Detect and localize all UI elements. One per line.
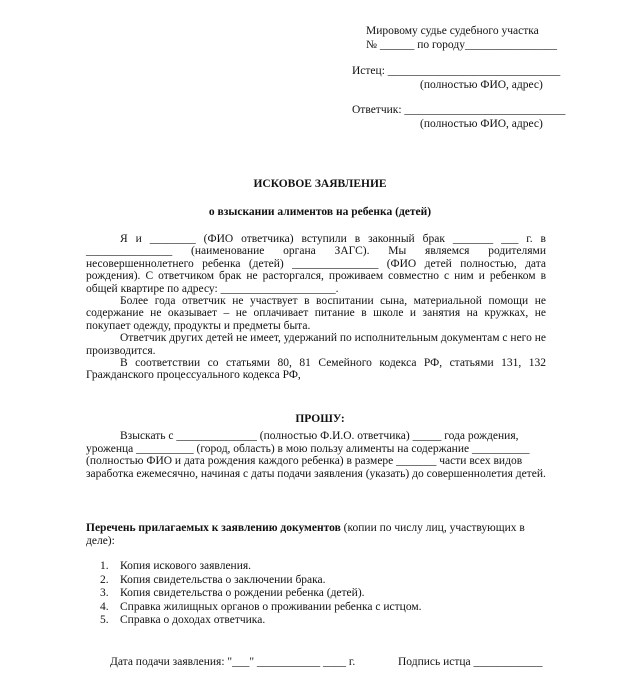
submission-date-line: Дата подачи заявления: "___" ___________ ____ г. [110,656,356,668]
plaintiff-signature-line: Подпись истца ____________ [398,656,543,668]
paragraph-marriage: Я и ________ (ФИО ответчика) вступили в законный брак _______ ___ г. в _______________ (наименование органа ЗАГС). Мы являемся родителями несовершеннолетнего ребенка (детей) _______________ (ФИО детей полностью, дата рождения). С ответчиком брак не расторгался, проживаем совместно с ним и ребенком в общей квартире по адресу: ____________________. [86,233,546,295]
document-subtitle: о взыскании алиментов на ребенка (детей) [208,206,432,218]
list-item-number: 5. [100,614,109,627]
request-body [86,430,546,480]
list-item-number: 4. [100,600,109,613]
plaintiff-note: (полностью ФИО, адрес) [420,79,543,91]
attachments-list [86,560,546,628]
paragraph-other-children: Ответчик других детей не имеет, удержаний по исполнительным документам с него не производится. [86,332,546,357]
list-item-text: Справка жилищных органов о проживании ребенка с истцом. [120,600,422,613]
list-item-text: Копия свидетельства о заключении брака. [120,573,326,586]
list-item [86,574,546,588]
list-item [86,560,546,574]
defendant-note: (полностью ФИО, адрес) [420,118,543,130]
court-number-line: № ______ по городу________________ [366,39,557,51]
defendant-line: Ответчик: ____________________________ [352,104,566,116]
list-item [86,587,546,601]
statement-body [86,233,546,382]
list-item [86,601,546,615]
document-title: ИСКОВОЕ ЗАЯВЛЕНИЕ [253,178,387,190]
list-item-text: Справка о доходах ответчика. [120,614,266,627]
attachments-heading-rest: (копии по числу лиц, участвующих в деле): [86,522,525,547]
list-item-text: Копия свидетельства о рождении ребенка (детей). [120,587,365,600]
list-item-number: 3. [100,587,109,600]
plaintiff-line: Истец: ______________________________ [352,65,561,77]
paragraph-legal-basis: В соответствии со статьями 80, 81 Семейного кодекса РФ, статьями 131, 132 Гражданского процессуального кодекса РФ, [86,357,546,382]
attachments-heading [86,522,546,548]
list-item-number: 1. [100,560,109,572]
attachments-heading-bold: Перечень прилагаемых к заявлению документов [86,522,341,534]
list-item-number: 2. [100,573,109,586]
paragraph-support: Более года ответчик не участвует в воспитании сына, материальной помощи не содержание не оказывает – не оплачивает питание в школе и занятия на кружках, не покупает одежду, продукты и предметы быта. [86,295,546,332]
request-heading: ПРОШУ: [295,413,345,425]
list-item-text: Копия искового заявления. [120,560,252,572]
request-text: Взыскать с ______________ (полностью Ф.И.О. ответчика) _____ года рождения, уроженца __________ (город, область) в мою пользу алименты на содержание __________ (полностью ФИО и дата рождения каждого ребенка) в размере _______ части всех видов заработка ежемесячно, начиная с даты подачи заявления (указать) до совершеннолетия детей. [86,430,546,480]
judge-line: Мировому судье судебного участка [366,25,539,37]
list-item [86,614,546,628]
